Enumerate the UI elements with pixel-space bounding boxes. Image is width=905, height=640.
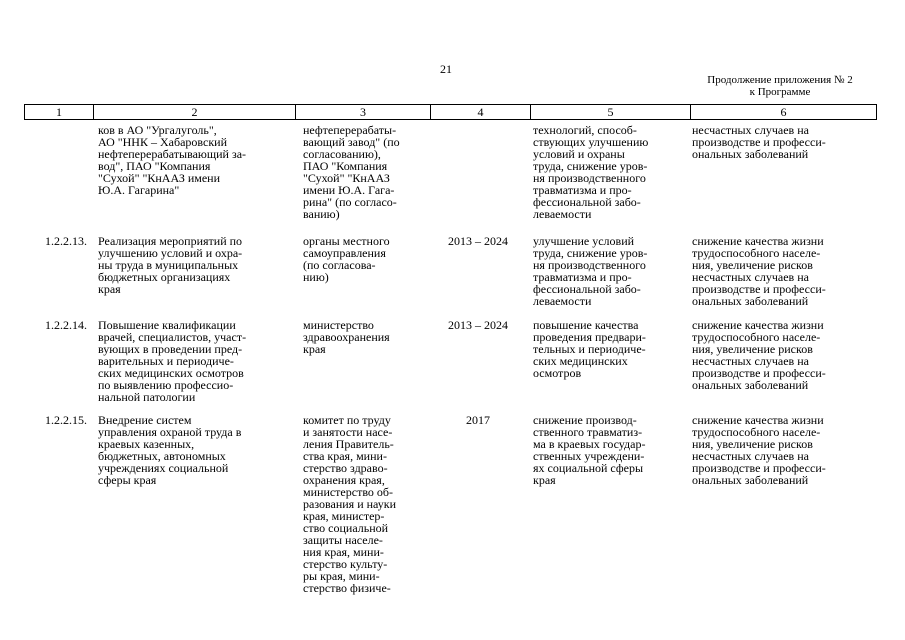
row-1-responsible: органы местного самоуправления (по согласова- нию) bbox=[303, 234, 390, 284]
row-1-consequence: снижение качества жизни трудоспособного населе- ния, увеличение рисков несчастных случаев на производстве и професси- ональных заболеваний bbox=[692, 234, 826, 308]
row-3-measure: Внедрение систем управления охраной труда в краевых казенных, бюджетных, автономных учреждениях социальной сферы края bbox=[98, 413, 242, 487]
table-header-row bbox=[24, 104, 877, 120]
row-1-period: 2013 – 2024 bbox=[448, 234, 508, 248]
row-2-consequence: снижение качества жизни трудоспособного населе- ния, увеличение рисков несчастных случаев на производстве и професси- ональных заболеваний bbox=[692, 318, 826, 392]
row-0-responsible: нефтеперерабаты- вающий завод" (по согласованию), ПАО "Компания "Сухой" "КнААЗ имени Ю.А. Гага- рина" (по согласо- ванию) bbox=[303, 123, 400, 221]
row-2-number: 1.2.2.14. bbox=[45, 318, 87, 332]
column-header-3: 3 bbox=[295, 105, 430, 119]
row-3-consequence: снижение качества жизни трудоспособного населе- ния, увеличение рисков несчастных случаев на производстве и професси- ональных заболеваний bbox=[692, 413, 826, 487]
continuation-note bbox=[690, 74, 870, 98]
row-2-result: повышение качества проведения предвари- тельных и периодиче- ских медицинских осмотров bbox=[533, 318, 646, 380]
row-0-measure: ков в АО "Ургалуголь", АО "ННК – Хабаровский нефтеперерабатывающий за- вод", ПАО "Компания "Сухой" "КнААЗ имени Ю.А. Гагарина" bbox=[98, 123, 247, 197]
row-2-measure: Повышение квалификации врачей, специалистов, участ- вующих в проведении пред- варительных и периодиче- ских медицинских осмотров по выявлению профессио- нальной патологии bbox=[98, 318, 247, 404]
column-header-1: 1 bbox=[56, 105, 62, 119]
column-header-5: 5 bbox=[530, 105, 690, 119]
row-2-period: 2013 – 2024 bbox=[448, 318, 508, 332]
row-3-number: 1.2.2.15. bbox=[45, 413, 87, 427]
column-header-2: 2 bbox=[93, 105, 295, 119]
page-number: 21 bbox=[440, 62, 452, 76]
row-1-number: 1.2.2.13. bbox=[45, 234, 87, 248]
column-header-4: 4 bbox=[430, 105, 530, 119]
row-2-responsible: министерство здравоохранения края bbox=[303, 318, 390, 356]
row-0-result: технологий, способ- ствующих улучшению условий и охраны труда, снижение уров- ня производственного травматизма и про- фессиональной забо- леваемости bbox=[533, 123, 649, 221]
row-1-measure: Реализация мероприятий по улучшению условий и охра- ны труда в муниципальных бюджетных организациях края bbox=[98, 234, 243, 296]
row-3-result: снижение производ- ственного травматиз- ма в краевых государ- ственных учреждени- ях социальной сферы края bbox=[533, 413, 646, 487]
continuation-line-2: к Программе bbox=[749, 86, 811, 98]
row-0-consequence: несчастных случаев на производстве и професси- ональных заболеваний bbox=[692, 123, 826, 161]
continuation-line-1: Продолжение приложения № 2 bbox=[707, 74, 853, 86]
row-3-period: 2017 bbox=[466, 413, 490, 427]
column-header-6: 6 bbox=[690, 105, 876, 119]
row-1-result: улучшение условий труда, снижение уров- ня производственного травматизма и про- фессиональной забо- леваемости bbox=[533, 234, 648, 308]
row-3-responsible: комитет по труду и занятости насе- ления Правитель- ства края, мини- стерство здраво- охранения края, министерство об- разования и науки края, министер- ство социальной защиты населе- ния края, мини- стерство культу- ры края, мини- стерство физиче- bbox=[303, 413, 397, 595]
